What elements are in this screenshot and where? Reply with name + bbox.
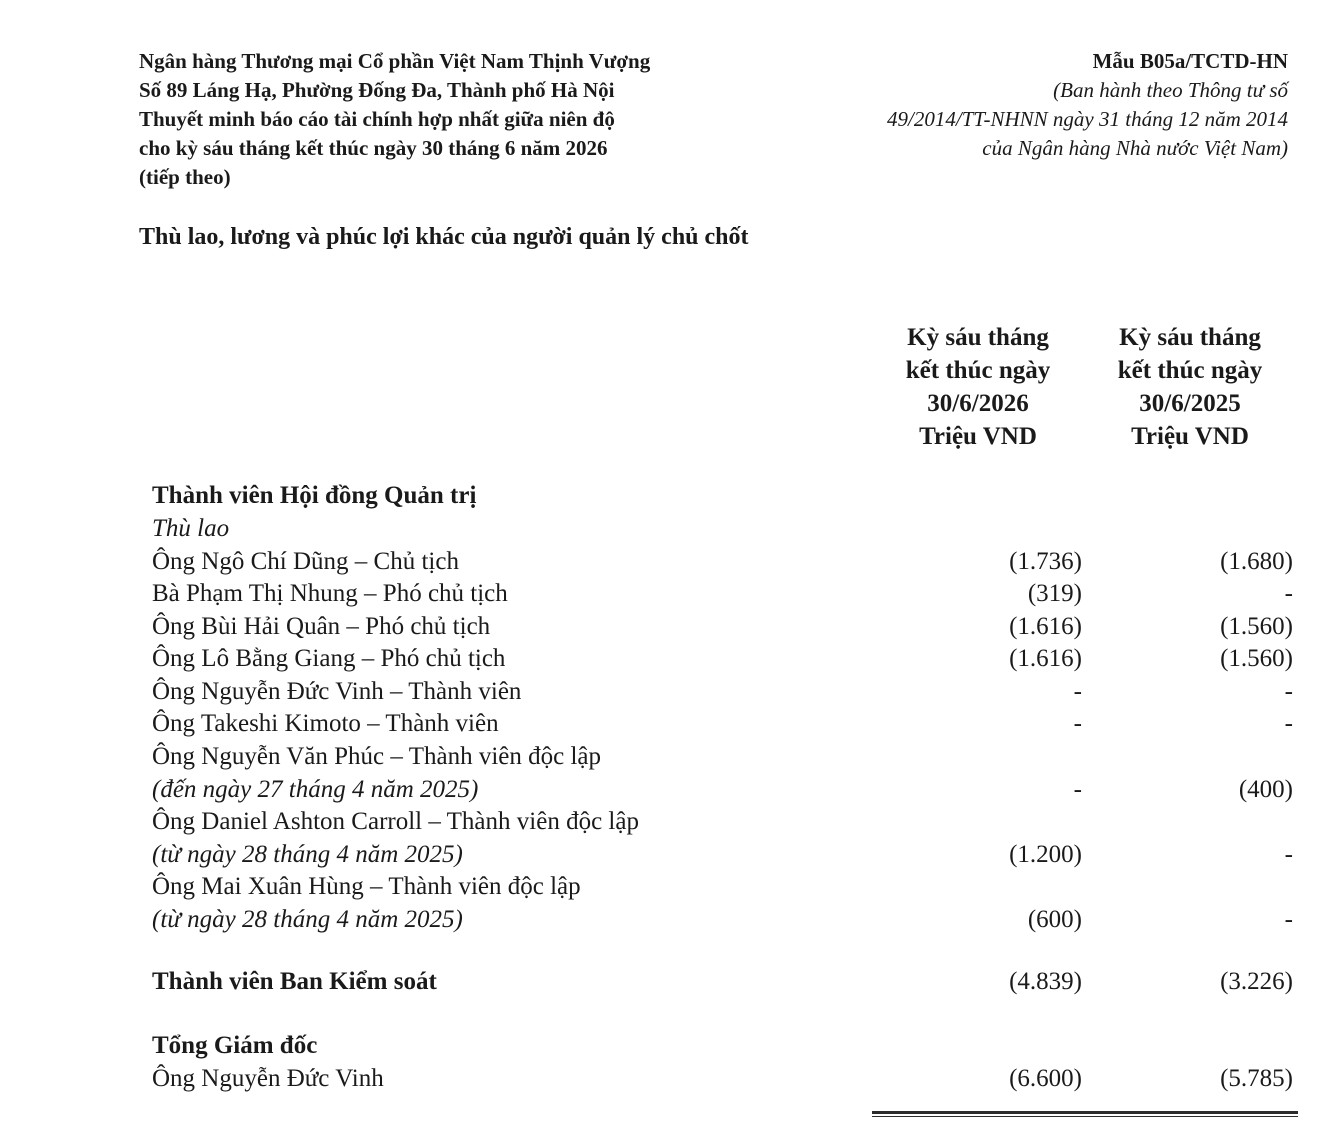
- table-row: [0, 515, 1340, 548]
- continued-note: (tiếp theo): [139, 165, 231, 189]
- value-2025: (1.560): [1220, 613, 1293, 640]
- row-label: Ông Ngô Chí Dũng – Chủ tịch: [152, 548, 459, 575]
- row-label: Ông Nguyễn Văn Phúc – Thành viên độc lập: [152, 743, 601, 770]
- row-label: Ông Lô Bằng Giang – Phó chủ tịch: [152, 645, 506, 672]
- column-header-line: Kỳ sáu tháng: [907, 324, 1049, 351]
- value-2026: (6.600): [1009, 1065, 1082, 1092]
- value-2025: -: [1284, 710, 1293, 737]
- value-2026: (1.736): [1009, 548, 1082, 575]
- value-2025: (1.680): [1220, 548, 1293, 575]
- column-header-2026: [868, 321, 1088, 453]
- total-underline: [872, 1111, 1298, 1114]
- row-label: Ông Mai Xuân Hùng – Thành viên độc lập: [152, 873, 581, 900]
- row-label: Thành viên Hội đồng Quản trị: [152, 482, 477, 509]
- value-2026: (600): [1027, 906, 1082, 933]
- row-label: (đến ngày 27 tháng 4 năm 2025): [152, 776, 479, 803]
- column-header-line: kết thúc ngày: [1117, 357, 1263, 384]
- header-left: [139, 47, 650, 192]
- column-header-line: Kỳ sáu tháng: [1119, 324, 1261, 351]
- value-2025: -: [1284, 841, 1293, 868]
- value-2026: (1.616): [1009, 613, 1082, 640]
- regulation-line-1: (Ban hành theo Thông tư số: [1053, 78, 1288, 102]
- bank-address: Số 89 Láng Hạ, Phường Đống Đa, Thành phố Hà Nội: [139, 78, 615, 102]
- header-right: [887, 47, 1288, 163]
- row-label: Ông Nguyễn Đức Vinh: [152, 1065, 384, 1092]
- row-label: Thành viên Ban Kiểm soát: [152, 968, 437, 995]
- column-header-line: 30/6/2026: [927, 390, 1029, 417]
- row-label: Bà Phạm Thị Nhung – Phó chủ tịch: [152, 580, 508, 607]
- value-2026: -: [1073, 678, 1082, 705]
- column-header-2025: [1080, 321, 1300, 453]
- value-2026: (4.839): [1009, 968, 1082, 995]
- report-period: cho kỳ sáu tháng kết thúc ngày 30 tháng 6 năm 2026: [139, 136, 608, 160]
- row-label: (từ ngày 28 tháng 4 năm 2025): [152, 841, 463, 868]
- table-row: [0, 710, 1340, 743]
- table-row: [0, 548, 1340, 581]
- value-2025: -: [1284, 580, 1293, 607]
- value-2026: -: [1073, 710, 1082, 737]
- regulation-line-2: 49/2014/TT-NHNN ngày 31 tháng 12 năm 2014: [887, 107, 1288, 131]
- value-2025: (5.785): [1220, 1065, 1293, 1092]
- value-2026: (1.616): [1009, 645, 1082, 672]
- table-row: [0, 873, 1340, 906]
- value-2025: -: [1284, 906, 1293, 933]
- row-label: Ông Bùi Hải Quân – Phó chủ tịch: [152, 613, 491, 640]
- row-label: Ông Daniel Ashton Carroll – Thành viên độc lập: [152, 808, 639, 835]
- table-row: [0, 968, 1340, 1001]
- table-row: [0, 1032, 1340, 1065]
- table-row: [0, 743, 1340, 776]
- value-2026: -: [1073, 776, 1082, 803]
- regulation-line-3: của Ngân hàng Nhà nước Việt Nam): [982, 136, 1288, 160]
- table-row: [0, 906, 1340, 939]
- value-2026: (1.200): [1009, 841, 1082, 868]
- value-2025: -: [1284, 678, 1293, 705]
- column-header-line: Triệu VND: [1131, 423, 1249, 450]
- table-row: [0, 482, 1340, 515]
- value-2025: (400): [1238, 776, 1293, 803]
- column-header-line: Triệu VND: [919, 423, 1037, 450]
- row-label: Ông Nguyễn Đức Vinh – Thành viên: [152, 678, 522, 705]
- row-label: (từ ngày 28 tháng 4 năm 2025): [152, 906, 463, 933]
- table-row: [0, 808, 1340, 841]
- value-2025: (3.226): [1220, 968, 1293, 995]
- row-label: Ông Takeshi Kimoto – Thành viên: [152, 710, 499, 737]
- value-2025: (1.560): [1220, 645, 1293, 672]
- report-title: Thuyết minh báo cáo tài chính hợp nhất giữa niên độ: [139, 107, 615, 131]
- table-row: [0, 841, 1340, 874]
- table-row: [0, 776, 1340, 809]
- table-row: [0, 645, 1340, 678]
- table-row: [0, 613, 1340, 646]
- table-row: [0, 580, 1340, 613]
- section-title: Thù lao, lương và phúc lợi khác của người quản lý chủ chốt: [139, 224, 749, 250]
- table-row: [0, 678, 1340, 711]
- total-underline-thin: [872, 1116, 1298, 1117]
- value-2026: (319): [1027, 580, 1082, 607]
- form-code: Mẫu B05a/TCTD-HN: [1092, 49, 1288, 73]
- table-row: [0, 1065, 1340, 1098]
- row-label: Thù lao: [152, 515, 230, 542]
- bank-name: Ngân hàng Thương mại Cổ phần Việt Nam Thịnh Vượng: [139, 49, 651, 73]
- column-header-line: 30/6/2025: [1139, 390, 1241, 417]
- row-label: Tổng Giám đốc: [152, 1032, 318, 1059]
- column-header-line: kết thúc ngày: [905, 357, 1051, 384]
